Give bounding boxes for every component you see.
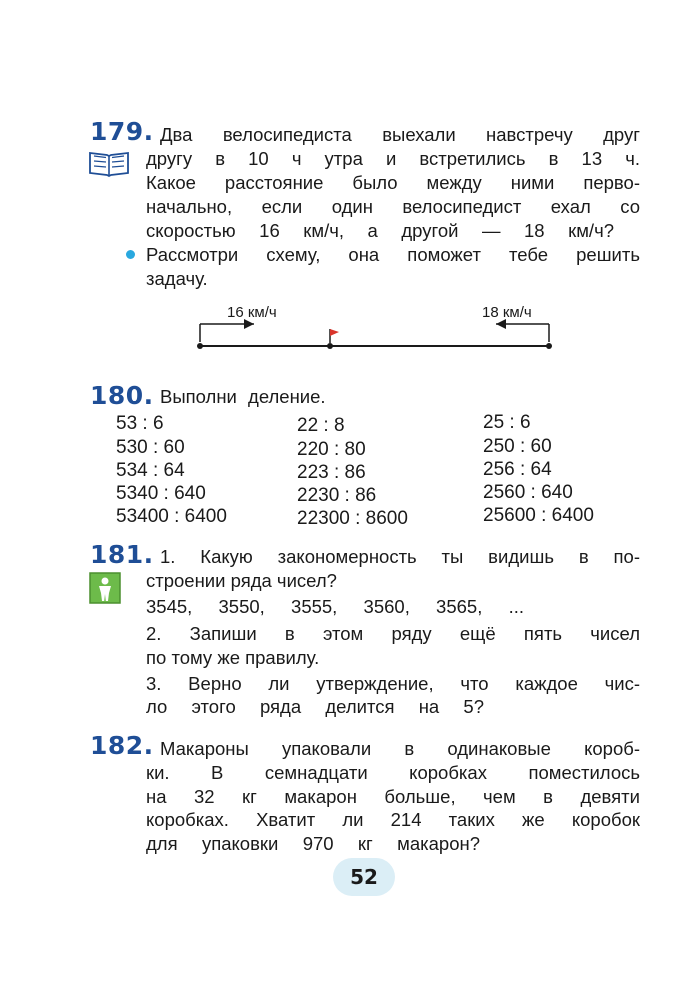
division-example: 25 : 6 [483,412,531,433]
task-179-line-3: Какое расстояние было между ними перво- [146,172,640,193]
task-179-line-4: начально, если один велосипедист ехал со [146,196,640,217]
division-example: 2230 : 86 [297,485,377,506]
hint-bullet [126,250,135,259]
person-icon [89,572,121,609]
task-181-line-4: 2. Запиши в этом ряду ещё пять чисел [146,623,640,644]
page-number: 52 [333,858,395,896]
division-example: 256 : 64 [483,459,552,480]
division-example: 22300 : 8600 [297,508,408,529]
division-example: 53 : 6 [116,413,164,434]
task-number-181: 181. [90,540,154,569]
division-example: 220 : 80 [297,439,366,460]
division-example: 22 : 8 [297,415,345,436]
task-182-line-2: ки. В семнадцати коробках поместилось [146,762,640,783]
book-icon [88,149,130,182]
left-speed-label: 16 км/ч [227,304,277,321]
task-number-182: 182. [90,731,154,760]
task-181-line-6: 3. Верно ли утверждение, что каждое чис- [146,673,640,694]
task-181-line-5: по тому же правилу. [146,647,320,668]
division-example: 2560 : 640 [483,482,573,503]
division-example: 223 : 86 [297,462,366,483]
division-example: 25600 : 6400 [483,505,594,526]
division-example: 53400 : 6400 [116,506,227,527]
number-sequence: 3545, 3550, 3555, 3560, 3565, ... [146,596,524,617]
task-179-line-2: другу в 10 ч утра и встретились в 13 ч. [146,148,640,169]
task-182-line-1: Макароны упаковали в одинаковые короб- [160,738,640,759]
task-number-180: 180. [90,381,154,410]
division-example: 530 : 60 [116,437,185,458]
task-182-line-3: на 32 кг макарон больше, чем в девяти [146,786,640,807]
division-example: 250 : 60 [483,436,552,457]
task-179-hint-line-1: Рассмотри схему, она поможет тебе решить [146,244,640,265]
task-182-line-4: коробках. Хватит ли 214 таких же коробок [146,809,640,830]
division-example: 5340 : 640 [116,483,206,504]
division-example: 534 : 64 [116,460,185,481]
task-182-line-5: для упаковки 970 кг макарон? [146,833,480,854]
task-179-hint-line-2: задачу. [146,268,208,289]
task-181-line-2: строении ряда чисел? [146,570,337,591]
right-speed-label: 18 км/ч [482,304,532,321]
task-179-line-1: Два велосипедиста выехали навстречу друг [160,124,640,145]
task-179-line-5: скоростью 16 км/ч, а другой — 18 км/ч? [146,220,614,241]
task-180-title: Выполни деление. [160,386,326,407]
task-181-line-7: ло этого ряда делится на 5? [146,696,484,717]
task-181-line-1: 1. Какую закономерность ты видишь в по- [160,546,640,567]
task-number-179: 179. [90,117,154,146]
